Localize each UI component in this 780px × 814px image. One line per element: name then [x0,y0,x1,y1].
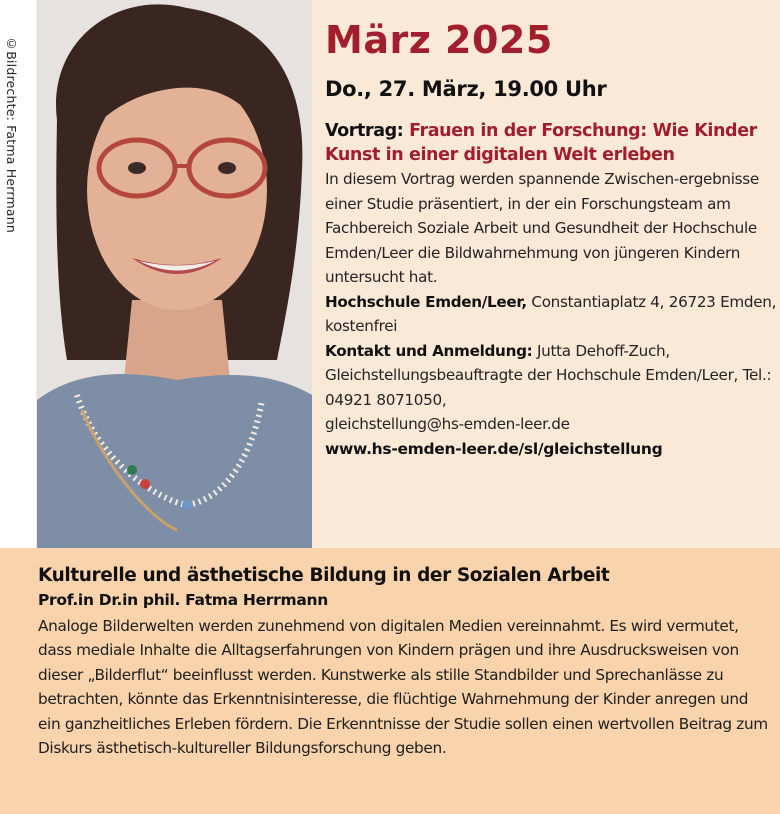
talk-title: Frauen in der Forschung: Wie Kinder Kunst in einer digitalen Welt erleben [325,121,757,165]
event-contact [325,339,777,413]
abstract-text: Analoge Bilderwelten werden zunehmend von digitalen Medien vereinnahmt. Es wird vermutet, dass mediale Inhalte die Alltagserfahrungen von Kindern prägen und ihre Ausdrucksweisen von dieser „Bilderflut“ beeinflusst werden. Kunstwerke als stille Standbilder und Sprechanlässe zu betrachten, könnte das Erkenntnisinteresse, die flüchtige Wahrnehmung der Kinder anregen und ein ganzheitliches Erleben fördern. Die Erkenntnisse der Studie sollen einen wertvollen Beitrag zum Diskurs ästhetisch-kultureller Bildungsforschung geben. [38,617,768,758]
abstract-author: Prof.in Dr.in phil. Fatma Herrmann [38,591,328,609]
contact-label: Kontakt und Anmeldung: [325,341,533,360]
speaker-portrait-image [37,0,312,548]
photo-credit-strip [0,0,36,548]
talk-label: Vortrag: [325,121,404,141]
event-details [325,18,777,462]
location-name: Hochschule Emden/Leer, [325,292,527,311]
contact-text: Jutta Dehoff-Zuch, Gleichstellungsbeauftragte der Hochschule Emden/Leer, Tel.: 04921 8071050, [325,341,772,409]
abstract [38,564,768,760]
photo-credit: ©Bildrechte: Fatma Herrmann [4,36,19,234]
abstract-title: Kulturelle und ästhetische Bildung in der Sozialen Arbeit [38,565,610,586]
talk-description: In diesem Vortrag werden spannende Zwischen-ergebnisse einer Studie präsentiert, in der ein Forschungsteam am Fachbereich Soziale Arbeit und Gesundheit der Hochschule Emden/Leer die Bildwahrnehmung von jüngeren Kindern untersucht hat. [325,170,759,286]
speaker-photo [37,0,312,548]
event-date: Do., 27. März, 19.00 Uhr [325,77,607,101]
contact-website-link[interactable]: www.hs-emden-leer.de/sl/gleichstellung [325,439,663,458]
event-month: März 2025 [325,18,553,62]
event-location [325,290,777,339]
talk-heading [325,119,777,167]
location-address: Constantiaplatz 4, 26723 Emden, kostenfrei [325,292,777,335]
contact-email[interactable]: gleichstellung@hs-emden-leer.de [325,415,570,433]
